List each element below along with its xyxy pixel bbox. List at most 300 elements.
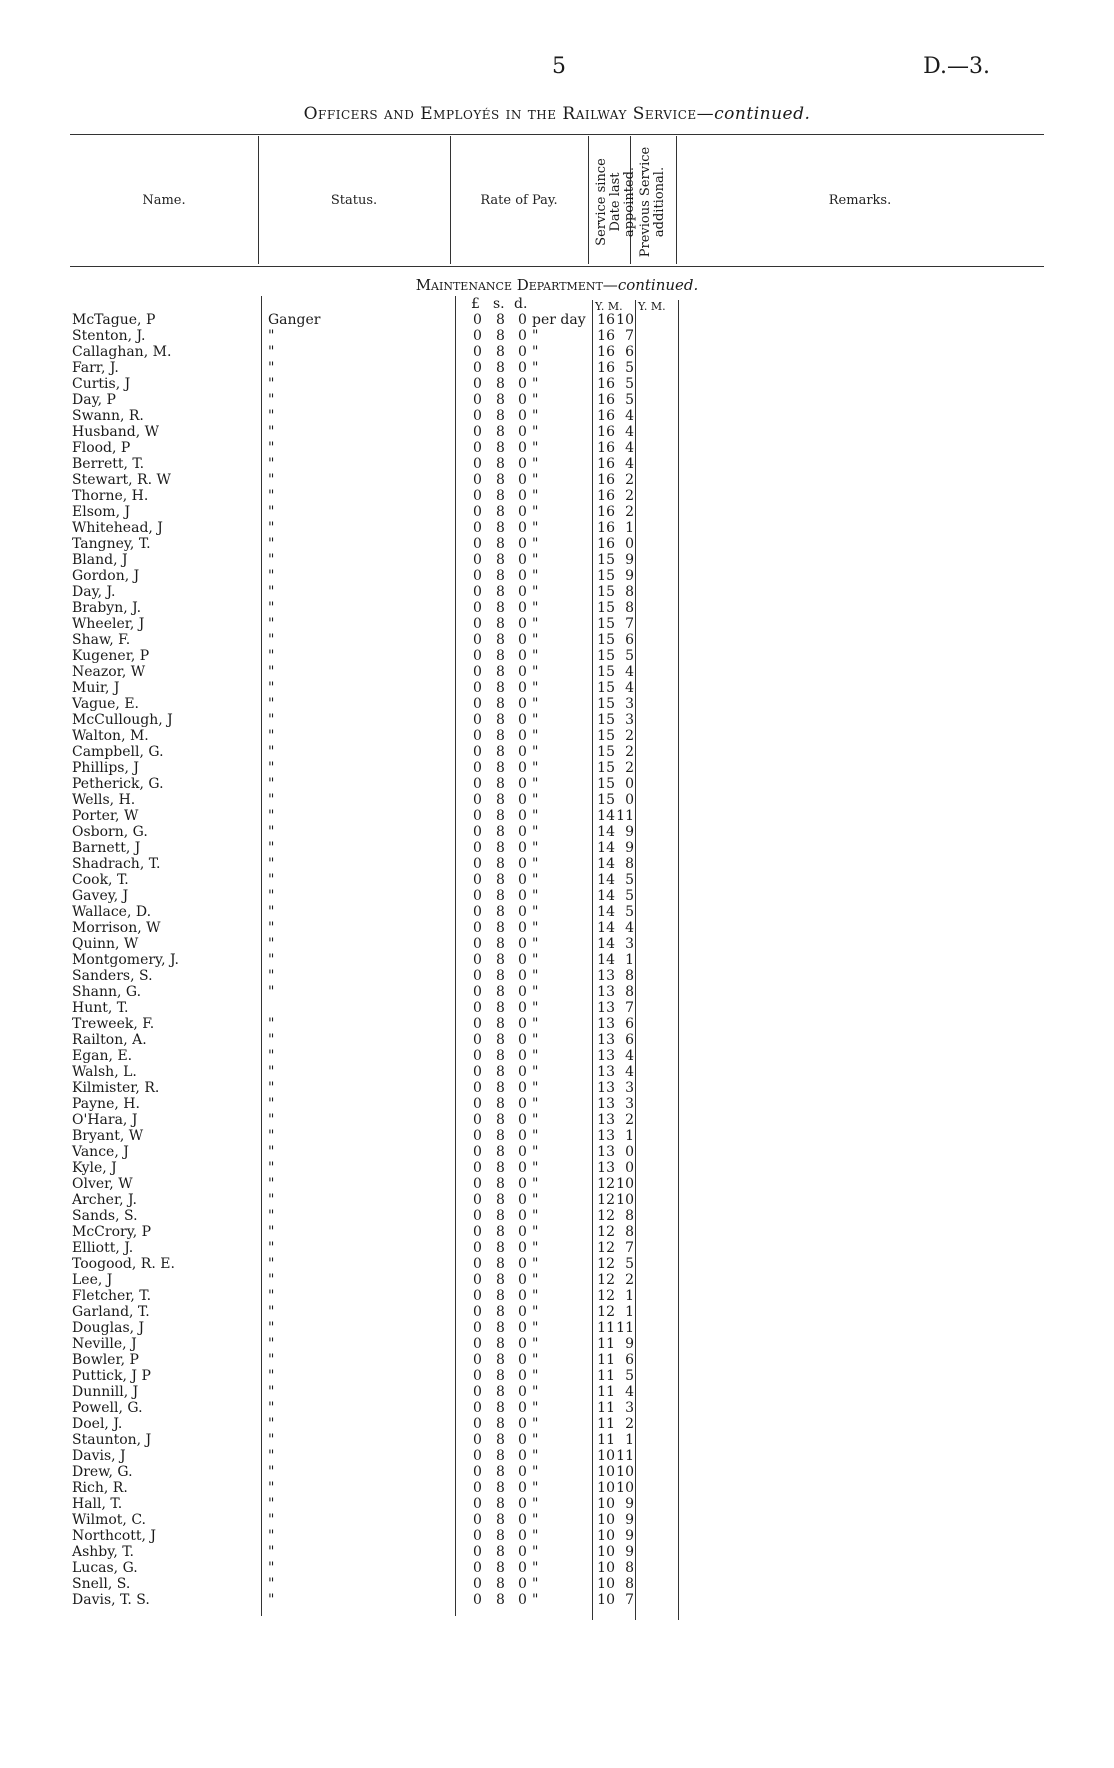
- service-years: 11: [597, 1384, 615, 1400]
- pay-shillings: 8: [496, 664, 505, 680]
- employee-status: ": [268, 584, 275, 600]
- pay-pounds: 0: [473, 1048, 482, 1064]
- service-years: 14: [597, 872, 615, 888]
- service-years: 12: [597, 1192, 615, 1208]
- service-months: 8: [625, 1224, 634, 1240]
- table-row: [0, 824, 1114, 840]
- pay-shillings: 8: [496, 808, 505, 824]
- pay-shillings: 8: [496, 456, 505, 472]
- pay-pounds: 0: [473, 968, 482, 984]
- column-header-rate: Rate of Pay.: [480, 193, 558, 208]
- pay-period: ": [532, 1272, 539, 1288]
- pay-pounds: 0: [473, 1336, 482, 1352]
- pay-period: ": [532, 504, 539, 520]
- employee-name: Payne, H.: [72, 1096, 140, 1112]
- employee-name: Northcott, J: [72, 1528, 157, 1544]
- unit-pence: d.: [514, 296, 528, 312]
- pay-shillings: 8: [496, 408, 505, 424]
- pay-pence: 0: [518, 424, 527, 440]
- service-years: 10: [597, 1576, 615, 1592]
- employee-name: Quinn, W: [72, 936, 139, 952]
- service-months: 4: [625, 1048, 634, 1064]
- employee-name: Bland, J: [72, 552, 128, 568]
- employee-status: ": [268, 712, 275, 728]
- service-months: 0: [625, 1160, 634, 1176]
- service-months: 7: [625, 616, 634, 632]
- pay-pence: 0: [518, 1032, 527, 1048]
- employee-name: Phillips, J: [72, 760, 140, 776]
- employee-status: ": [268, 1352, 275, 1368]
- service-years: 12: [597, 1256, 615, 1272]
- service-years: 10: [597, 1528, 615, 1544]
- employee-name: Bryant, W: [72, 1128, 144, 1144]
- pay-pounds: 0: [473, 1096, 482, 1112]
- employee-status: ": [268, 360, 275, 376]
- pay-pence: 0: [518, 792, 527, 808]
- employee-name: Shadrach, T.: [72, 856, 161, 872]
- employee-status: ": [268, 1560, 275, 1576]
- pay-period: ": [532, 472, 539, 488]
- table-row: [0, 648, 1114, 664]
- service-months: 4: [625, 1384, 634, 1400]
- pay-pounds: 0: [473, 552, 482, 568]
- pay-period: ": [532, 1128, 539, 1144]
- service-years: 13: [597, 1160, 615, 1176]
- employee-name: Gordon, J: [72, 568, 140, 584]
- pay-shillings: 8: [496, 1528, 505, 1544]
- service-years: 12: [597, 1272, 615, 1288]
- pay-pounds: 0: [473, 568, 482, 584]
- pay-pence: 0: [518, 536, 527, 552]
- service-years: 16: [597, 456, 615, 472]
- pay-pounds: 0: [473, 744, 482, 760]
- employee-status: ": [268, 488, 275, 504]
- pay-pence: 0: [518, 1000, 527, 1016]
- pay-shillings: 8: [496, 488, 505, 504]
- service-months: 9: [625, 824, 634, 840]
- pay-pounds: 0: [473, 1560, 482, 1576]
- pay-shillings: 8: [496, 1096, 505, 1112]
- table-row: [0, 552, 1114, 568]
- service-years: 13: [597, 1080, 615, 1096]
- service-months: 2: [625, 488, 634, 504]
- pay-pence: 0: [518, 776, 527, 792]
- pay-pounds: 0: [473, 1528, 482, 1544]
- unit-shilling: s.: [493, 296, 505, 312]
- pay-shillings: 8: [496, 584, 505, 600]
- pay-pence: 0: [518, 728, 527, 744]
- service-years: 14: [597, 840, 615, 856]
- service-months: 6: [625, 344, 634, 360]
- pay-shillings: 8: [496, 1224, 505, 1240]
- pay-period: ": [532, 1160, 539, 1176]
- service-months: 6: [625, 1352, 634, 1368]
- pay-pence: 0: [518, 712, 527, 728]
- pay-period: ": [532, 1496, 539, 1512]
- service-months: 2: [625, 744, 634, 760]
- table-row: [0, 312, 1114, 328]
- table-row: [0, 1368, 1114, 1384]
- pay-period: ": [532, 776, 539, 792]
- service-years: 13: [597, 1112, 615, 1128]
- pay-period: ": [532, 1080, 539, 1096]
- pay-period: ": [532, 648, 539, 664]
- service-years: 16: [597, 392, 615, 408]
- service-years: 15: [597, 776, 615, 792]
- pay-pence: 0: [518, 968, 527, 984]
- pay-period: ": [532, 984, 539, 1000]
- pay-shillings: 8: [496, 856, 505, 872]
- pay-shillings: 8: [496, 1160, 505, 1176]
- pay-pence: 0: [518, 1112, 527, 1128]
- pay-period: ": [532, 744, 539, 760]
- pay-pence: 0: [518, 1432, 527, 1448]
- pay-period: ": [532, 1096, 539, 1112]
- pay-pence: 0: [518, 920, 527, 936]
- service-years: 14: [597, 824, 615, 840]
- employee-status: ": [268, 552, 275, 568]
- pay-shillings: 8: [496, 1480, 505, 1496]
- pay-pence: 0: [518, 1528, 527, 1544]
- table-row: [0, 1544, 1114, 1560]
- employee-name: Vague, E.: [72, 696, 140, 712]
- service-years: 15: [597, 616, 615, 632]
- pay-shillings: 8: [496, 952, 505, 968]
- employee-status: ": [268, 888, 275, 904]
- employee-status: ": [268, 1032, 275, 1048]
- pay-shillings: 8: [496, 1368, 505, 1384]
- pay-pence: 0: [518, 600, 527, 616]
- pay-pounds: 0: [473, 472, 482, 488]
- employee-status: ": [268, 1336, 275, 1352]
- pay-shillings: 8: [496, 904, 505, 920]
- pay-period: ": [532, 1480, 539, 1496]
- service-years: 15: [597, 760, 615, 776]
- employee-name: Davis, J: [72, 1448, 126, 1464]
- pay-period: ": [532, 1512, 539, 1528]
- table-row: [0, 744, 1114, 760]
- pay-pence: 0: [518, 1144, 527, 1160]
- pay-period: ": [532, 600, 539, 616]
- pay-shillings: 8: [496, 632, 505, 648]
- pay-pence: 0: [518, 1512, 527, 1528]
- pay-shillings: 8: [496, 1512, 505, 1528]
- service-months: 5: [625, 376, 634, 392]
- service-months: 5: [625, 904, 634, 920]
- employee-name: Douglas, J: [72, 1320, 145, 1336]
- service-months: 2: [625, 472, 634, 488]
- employee-status: ": [268, 1288, 275, 1304]
- employee-name: Doel, J.: [72, 1416, 123, 1432]
- employee-name: Walton, M.: [72, 728, 149, 744]
- service-years: 16: [597, 360, 615, 376]
- table-row: [0, 1496, 1114, 1512]
- pay-shillings: 8: [496, 1272, 505, 1288]
- service-months: 3: [625, 696, 634, 712]
- pay-period: ": [532, 1592, 539, 1608]
- pay-pounds: 0: [473, 696, 482, 712]
- service-months: 9: [625, 1528, 634, 1544]
- pay-pounds: 0: [473, 1064, 482, 1080]
- service-years: 15: [597, 792, 615, 808]
- pay-period: ": [532, 1000, 539, 1016]
- pay-period: ": [532, 1304, 539, 1320]
- pay-shillings: 8: [496, 312, 505, 328]
- pay-pounds: 0: [473, 1288, 482, 1304]
- pay-period: ": [532, 920, 539, 936]
- employee-status: ": [268, 472, 275, 488]
- service-years: 11: [597, 1368, 615, 1384]
- employee-status: ": [268, 1256, 275, 1272]
- pay-shillings: 8: [496, 1288, 505, 1304]
- pay-period: ": [532, 1192, 539, 1208]
- pay-pence: 0: [518, 504, 527, 520]
- pay-shillings: 8: [496, 648, 505, 664]
- pay-pence: 0: [518, 744, 527, 760]
- pay-shillings: 8: [496, 1256, 505, 1272]
- title-main: Officers and Employés in the Railway Service—: [303, 104, 715, 124]
- service-years: 14: [597, 888, 615, 904]
- table-row: [0, 1352, 1114, 1368]
- pay-shillings: 8: [496, 360, 505, 376]
- service-months: 4: [625, 456, 634, 472]
- pay-period: ": [532, 1208, 539, 1224]
- employee-status: ": [268, 792, 275, 808]
- service-months: 10: [616, 1192, 634, 1208]
- employee-name: Wheeler, J: [72, 616, 145, 632]
- pay-period: ": [532, 1224, 539, 1240]
- service-years: 13: [597, 1064, 615, 1080]
- service-months: 7: [625, 328, 634, 344]
- employee-name: Archer, J.: [72, 1192, 137, 1208]
- service-years: 10: [597, 1448, 615, 1464]
- employee-name: Callaghan, M.: [72, 344, 172, 360]
- pay-pounds: 0: [473, 1208, 482, 1224]
- employee-name: Rich, R.: [72, 1480, 128, 1496]
- pay-shillings: 8: [496, 920, 505, 936]
- pay-period: ": [532, 1320, 539, 1336]
- employee-status: ": [268, 600, 275, 616]
- pay-pounds: 0: [473, 1512, 482, 1528]
- pay-pounds: 0: [473, 1544, 482, 1560]
- table-row: [0, 776, 1114, 792]
- employee-status: ": [268, 664, 275, 680]
- service-years: 10: [597, 1464, 615, 1480]
- employee-status: ": [268, 760, 275, 776]
- service-years: 13: [597, 1096, 615, 1112]
- employee-name: Tangney, T.: [72, 536, 151, 552]
- employee-name: Bowler, P: [72, 1352, 139, 1368]
- pay-pence: 0: [518, 808, 527, 824]
- pay-pence: 0: [518, 1448, 527, 1464]
- service-years: 15: [597, 552, 615, 568]
- pay-shillings: 8: [496, 888, 505, 904]
- employee-name: Porter, W: [72, 808, 139, 824]
- service-months: 11: [616, 1448, 634, 1464]
- service-months: 5: [625, 872, 634, 888]
- service-months: 9: [625, 840, 634, 856]
- employee-name: Hunt, T.: [72, 1000, 129, 1016]
- pay-shillings: 8: [496, 984, 505, 1000]
- employee-name: Stewart, R. W: [72, 472, 171, 488]
- pay-pence: 0: [518, 1464, 527, 1480]
- service-months: 4: [625, 440, 634, 456]
- employee-status: ": [268, 1384, 275, 1400]
- table-row: [0, 392, 1114, 408]
- table-row: [0, 1432, 1114, 1448]
- pay-shillings: 8: [496, 760, 505, 776]
- table-row: [0, 328, 1114, 344]
- pay-pence: 0: [518, 584, 527, 600]
- employee-name: Montgomery, J.: [72, 952, 179, 968]
- pay-pounds: 0: [473, 328, 482, 344]
- pay-pence: 0: [518, 872, 527, 888]
- table-row: [0, 1176, 1114, 1192]
- employee-status: ": [268, 408, 275, 424]
- pay-period: ": [532, 696, 539, 712]
- pay-shillings: 8: [496, 328, 505, 344]
- pay-shillings: 8: [496, 1576, 505, 1592]
- pay-pounds: 0: [473, 1176, 482, 1192]
- pay-period: ": [532, 520, 539, 536]
- pay-period: ": [532, 680, 539, 696]
- service-months: 8: [625, 584, 634, 600]
- employee-name: O'Hara, J: [72, 1112, 138, 1128]
- employee-name: Whitehead, J: [72, 520, 163, 536]
- employee-name: Petherick, G.: [72, 776, 164, 792]
- employee-name: Neazor, W: [72, 664, 146, 680]
- pay-shillings: 8: [496, 1080, 505, 1096]
- pay-pence: 0: [518, 904, 527, 920]
- employee-name: Brabyn, J.: [72, 600, 142, 616]
- pay-period: ": [532, 1288, 539, 1304]
- service-years: 13: [597, 1144, 615, 1160]
- pay-period: ": [532, 632, 539, 648]
- employee-status: ": [268, 1496, 275, 1512]
- pay-shillings: 8: [496, 1064, 505, 1080]
- service-years: 12: [597, 1176, 615, 1192]
- service-months: 1: [625, 1432, 634, 1448]
- service-years: 12: [597, 1224, 615, 1240]
- pay-pounds: 0: [473, 1000, 482, 1016]
- table-row: [0, 808, 1114, 824]
- employee-name: Husband, W: [72, 424, 159, 440]
- employee-status: ": [268, 968, 275, 984]
- service-years: 16: [597, 504, 615, 520]
- table-row: [0, 1576, 1114, 1592]
- employee-name: Osborn, G.: [72, 824, 148, 840]
- table-row: [0, 1528, 1114, 1544]
- table-row: [0, 472, 1114, 488]
- service-months: 8: [625, 1560, 634, 1576]
- table-row: [0, 1480, 1114, 1496]
- table-row: [0, 376, 1114, 392]
- employee-status: ": [268, 952, 275, 968]
- table-row: [0, 696, 1114, 712]
- pay-shillings: 8: [496, 1352, 505, 1368]
- pay-period: ": [532, 1560, 539, 1576]
- employee-status: ": [268, 936, 275, 952]
- employee-name: Swann, R.: [72, 408, 144, 424]
- employee-status: ": [268, 520, 275, 536]
- service-months: 8: [625, 984, 634, 1000]
- pay-pence: 0: [518, 1208, 527, 1224]
- service-years: 15: [597, 568, 615, 584]
- service-months: 9: [625, 552, 634, 568]
- employee-status: ": [268, 1096, 275, 1112]
- employee-status: ": [268, 1064, 275, 1080]
- service-months: 5: [625, 888, 634, 904]
- pay-shillings: 8: [496, 712, 505, 728]
- pay-period: ": [532, 344, 539, 360]
- employee-name: Sands, S.: [72, 1208, 138, 1224]
- pay-period: ": [532, 456, 539, 472]
- service-years: 10: [597, 1480, 615, 1496]
- employee-status: ": [268, 1224, 275, 1240]
- service-years: 15: [597, 648, 615, 664]
- pay-pence: 0: [518, 1096, 527, 1112]
- pay-pounds: 0: [473, 1480, 482, 1496]
- pay-period: ": [532, 552, 539, 568]
- service-months: 0: [625, 776, 634, 792]
- employee-status: ": [268, 840, 275, 856]
- service-years: 11: [597, 1320, 615, 1336]
- employee-name: Farr, J.: [72, 360, 119, 376]
- pay-period: ": [532, 1240, 539, 1256]
- service-months: 3: [625, 1080, 634, 1096]
- table-row: [0, 1240, 1114, 1256]
- pay-shillings: 8: [496, 1416, 505, 1432]
- pay-pence: 0: [518, 488, 527, 504]
- header-bottom-rule: [70, 266, 1044, 267]
- service-years: 10: [597, 1496, 615, 1512]
- title-suffix: continued.: [714, 104, 811, 124]
- employee-status: ": [268, 1416, 275, 1432]
- employee-status: Ganger: [268, 312, 321, 328]
- service-months: 4: [625, 408, 634, 424]
- pay-pounds: 0: [473, 344, 482, 360]
- service-years: 11: [597, 1416, 615, 1432]
- column-header-status: Status.: [330, 193, 378, 208]
- pay-pence: 0: [518, 1240, 527, 1256]
- service-years: 16: [597, 424, 615, 440]
- employee-status: ": [268, 1576, 275, 1592]
- pay-pounds: 0: [473, 456, 482, 472]
- pay-period: ": [532, 824, 539, 840]
- service-years: 13: [597, 1032, 615, 1048]
- pay-period: ": [532, 376, 539, 392]
- table-row: [0, 1192, 1114, 1208]
- employee-status: ": [268, 1048, 275, 1064]
- employee-status: ": [268, 1144, 275, 1160]
- service-months: 5: [625, 392, 634, 408]
- employee-status: ": [268, 776, 275, 792]
- service-months: 1: [625, 952, 634, 968]
- pay-shillings: 8: [496, 616, 505, 632]
- table-row: [0, 664, 1114, 680]
- header-top-rule: [70, 134, 1044, 135]
- pay-period: ": [532, 936, 539, 952]
- employee-name: Egan, E.: [72, 1048, 133, 1064]
- column-header-name: Name.: [142, 193, 186, 208]
- table-row: [0, 1064, 1114, 1080]
- service-years: 13: [597, 1016, 615, 1032]
- pay-pence: 0: [518, 1304, 527, 1320]
- pay-pounds: 0: [473, 488, 482, 504]
- employee-status: ": [268, 1112, 275, 1128]
- employee-status: ": [268, 616, 275, 632]
- employee-name: Kugener, P: [72, 648, 150, 664]
